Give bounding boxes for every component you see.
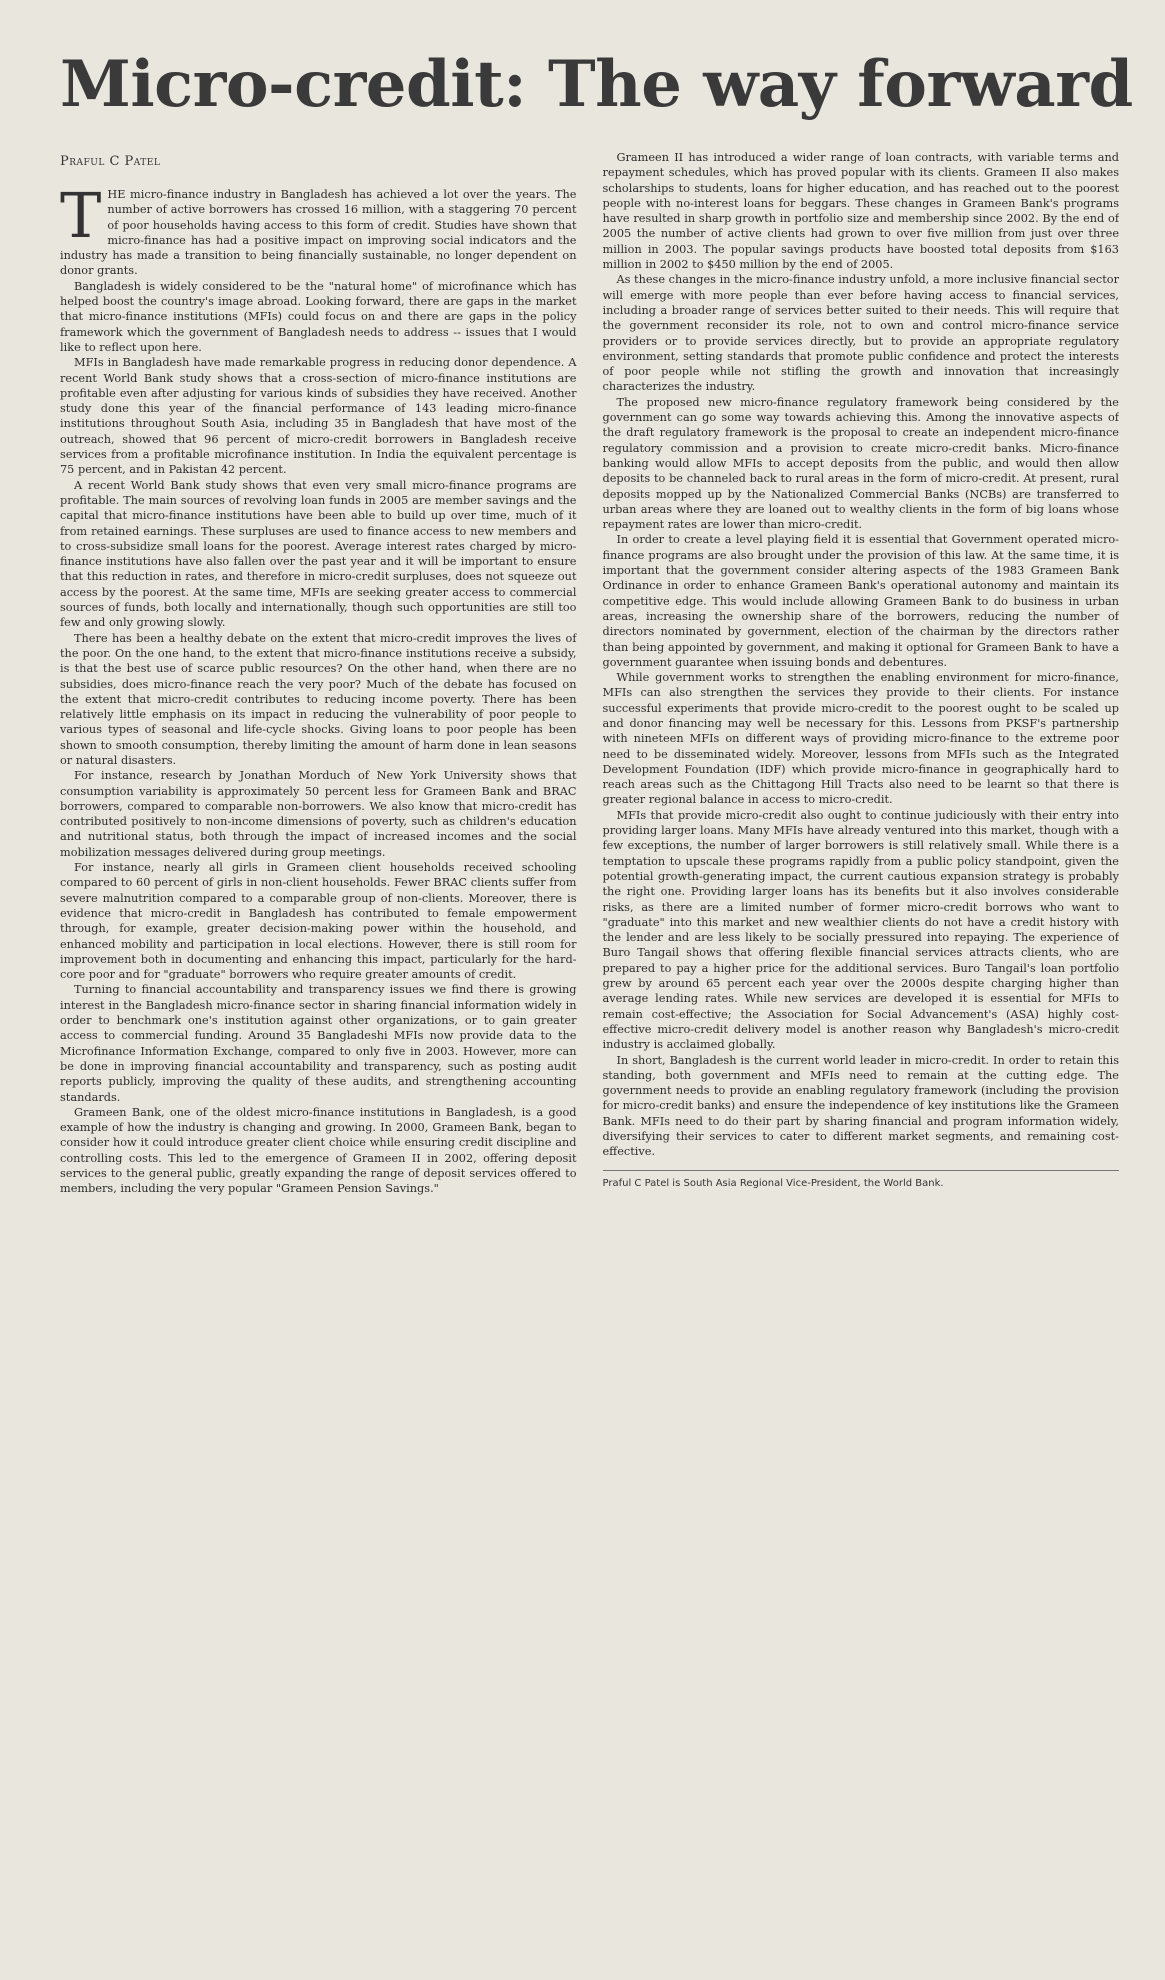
paragraph: MFIs that provide micro-credit also ought to continue judiciously with their entry into providing larger loans. Many MFIs have already ventured into this market, though with a few exceptions, the number of larger borrowers is still relatively small. While there is a temptation to upscale these programs rapidly from a public policy standpoint, given the potential growth-generating impact, the current cautious expansion strategy is probably the right one. Providing larger loans has its benefits but it also involves considerable risks, as there are a limited number of former micro-credit borrows who want to "graduate" into this market and new wealthier clients do not have a credit history with the lender and are less likely to be socially pressured into repaying. The experience of Buro Tangail shows that offering flexible financial services attracts clients, who are prepared to pay a higher price for the additional services. Buro Tangail's loan portfolio grew by around 65 percent each year over the 2000s despite charging higher than average lending rates. While new services are developed it is essential for MFIs to remain cost-effective; the Association for Social Advancement's (ASA) highly cost-effective micro-credit delivery model is another reason why Bangladesh's micro-credit industry is acclaimed globally.	[602, 808, 1119, 1052]
footnote-divider	[603, 1170, 1120, 1171]
paragraph: While government works to strengthen the enabling environment for micro-finance, MFIs can also strengthen the services they provide to their clients. For instance successful experiments that provide micro-credit to the poorest ought to be scaled up and donor financing may well be necessary for this. Lessons from PKSF's partnership with nineteen MFIs on different ways of providing micro-finance to the extreme poor need to be disseminated widely. Moreover, lessons from MFIs such as the Integrated Development Foundation (IDF) which provide micro-finance in geographically hard to reach areas such as the Chittagong Hill Tracts also need to be learnt so that there is greater regional balance in access to micro-credit.	[602, 671, 1119, 807]
paragraph: MFIs in Bangladesh have made remarkable progress in reducing donor dependence. A recent World Bank study shows that a cross-section of micro-finance institutions are profitable even after adjusting for various kinds of subsidies they have received. Another study done this year of the financial performance of 143 leading micro-finance institutions throughout South Asia, including 35 in Bangladesh that have most of the outreach, showed that 96 percent of micro-credit borrowers in Bangladesh receive services from a profitable microfinance institution. In India the equivalent percentage is 75 percent, and in Pakistan 42 percent.	[60, 356, 577, 477]
byline: Praful C Patel	[60, 154, 161, 169]
paragraph: Grameen Bank, one of the oldest micro-finance institutions in Bangladesh, is a good example of how the industry is changing and growing. In 2000, Grameen Bank, began to consider how it could introduce greater client choice while ensuring credit discipline and controlling costs. This led to the emergence of Grameen II in 2002, offering deposit services to the general public, greatly expanding the range of deposit services offered to members, including the very popular "Grameen Pension Savings."	[60, 1105, 577, 1196]
headline: Micro-credit: The way forward	[60, 47, 1133, 122]
paragraph: There has been a healthy debate on the extent that micro-credit improves the lives of the poor. On the one hand, to the extent that micro-finance institutions receive a subsidy, is that the best use of scarce public resources? On the other hand, when there are no subsidies, does micro-finance reach the very poor? Much of the debate has focused on the extent that micro-credit contributes to reducing income poverty. There has been relatively little emphasis on its impact in reducing the vulnerability of poor people to various types of seasonal and life-cycle shocks. Giving loans to poor people has been shown to smooth consumption, thereby limiting the amount of harm done in lean seasons or natural disasters.	[60, 631, 577, 767]
paragraph: Grameen II has introduced a wider range of loan contracts, with variable terms and repayment schedules, which has proved popular with its clients. Grameen II also makes scholarships to students, loans for higher education, and has reached out to the poorest people with no-interest loans for beggars. These changes in Grameen Bank's programs have resulted in sharp growth in portfolio size and membership since 2002. By the end of 2005 the number of active clients had grown to over five million from just over three million in 2003. The popular savings products have boosted total deposits from $163 million in 2002 to $450 million by the end of 2005.	[602, 151, 1119, 272]
paragraph: A recent World Bank study shows that even very small micro-finance programs are profitable. The main sources of revolving loan funds in 2005 are member savings and the capital that micro-finance institutions have been able to build up over time, much of it from retained earnings. These surpluses are used to finance access to new members and to cross-subsidize small loans for the poorest. Average interest rates charged by micro-finance institutions have also fallen over the past year and it will be important to ensure that this reduction in rates, and therefore in micro-credit surpluses, does not squeeze out access by the poorest. At the same time, MFIs are seeking greater access to commercial sources of funds, both locally and internationally, though such opportunities are still too few and only growing slowly.	[60, 478, 577, 630]
article-body	[60, 150, 1119, 1950]
paragraph: Turning to financial accountability and transparency issues we find there is growing interest in the Bangladesh micro-finance sector in sharing financial information widely in order to benchmark one's institution against other organizations, or to gain greater access to commercial funding. Around 35 Bangladeshi MFIs now provide data to the Microfinance Information Exchange, compared to only five in 2003. However, more can be done in improving financial accountability and transparency, such as posting audit reports publicly, improving the quality of these audits, and strengthening accounting standards.	[60, 983, 577, 1104]
column-left	[60, 150, 577, 1950]
paragraph: Bangladesh is widely considered to be the "natural home" of microfinance which has helped boost the country's image abroad. Looking forward, there are gaps in the market that micro-finance institutions (MFIs) could focus on and there are gaps in the policy framework which the government of Bangladesh needs to address -- issues that I would like to reflect upon here.	[60, 279, 577, 354]
paragraph: As these changes in the micro-finance industry unfold, a more inclusive financial sector will emerge with more people than ever before having access to financial services, including a broader range of services better suited to their needs. This will require that the government reconsider its role, not to own and control micro-finance service providers or to provide services directly, but to provide an appropriate regulatory environment, setting standards that promote public confidence and protect the interests of poor people while not stifling the growth and innovation that increasingly characterizes the industry.	[602, 273, 1119, 394]
author-footnote: Praful C Patel is South Asia Regional Vice-President, the World Bank.	[602, 1177, 944, 1189]
column-right	[603, 150, 1120, 1950]
paragraph: For instance, nearly all girls in Grameen client households received schooling compared to 60 percent of girls in non-client households. Fewer BRAC clients suffer from severe malnutrition compared to a comparable group of non-clients. Moreover, there is evidence that micro-credit in Bangladesh has contributed to female empowerment through, for example, greater decision-making power within the household, and enhanced mobility and participation in local elections. However, there is still room for improvement both in documenting and enhancing this impact, particularly for the hard-core poor and for "graduate" borrowers who require greater amounts of credit.	[60, 861, 577, 982]
paragraph: For instance, research by Jonathan Morduch of New York University shows that consumption variability is approximately 50 percent less for Grameen Bank and BRAC borrowers, compared to comparable non-borrowers. We also know that micro-credit has contributed positively to non-income dimensions of poverty, such as children's education and nutritional status, both through the impact of increased incomes and the social mobilization messages delivered during group meetings.	[60, 769, 577, 859]
paragraph: In order to create a level playing field it is essential that Government operated micro-finance programs are also brought under the provision of this law. At the same time, it is important that the government consider altering aspects of the 1983 Grameen Bank Ordinance in order to enhance Grameen Bank's operational autonomy and maintain its competitive edge. This would include allowing Grameen Bank to do business in urban areas, increasing the ownership share of the borrowers, reducing the number of directors nominated by government, election of the chairman by the directors rather than being appointed by government, and making it optional for Grameen Bank to have a government guarantee when issuing bonds and debentures.	[602, 533, 1119, 669]
paragraph	[60, 179, 577, 279]
paragraph-text: HE micro-finance industry in Bangladesh has achieved a lot over the years. The number of active borrowers has crossed 16 million, with a staggering 70 percent of poor households having access to this form of credit. Studies have shown that micro-finance has had a positive impact on improving social indicators and the industry has made a transition to being financially sustainable, no longer dependent on donor grants.	[60, 188, 577, 278]
paragraph: The proposed new micro-finance regulatory framework being considered by the government can go some way towards achieving this. Among the innovative aspects of the draft regulatory framework is the proposal to create an independent micro-finance regulatory commission and a provision to create micro-credit banks. Micro-finance banking would allow MFIs to accept deposits from the public, and would then allow deposits to be channeled back to rural areas in the form of micro-credit. At present, rural deposits mopped up by the Nationalized Commercial Banks (NCBs) are transferred to urban areas where they are loaned out to wealthy clients in the form of big loans whose repayment rates are lower than micro-credit.	[602, 395, 1119, 532]
drop-cap: T	[60, 179, 102, 252]
paragraph: In short, Bangladesh is the current world leader in micro-credit. In order to retain this standing, both government and MFIs need to remain at the cutting edge. The government needs to provide an enabling regulatory framework (including the provision for micro-credit banks) and ensure the independence of key institutions like the Grameen Bank. MFIs need to do their part by sharing financial and program information widely, diversifying their services to cater to different market segments, and remaining cost-effective.	[602, 1053, 1119, 1159]
